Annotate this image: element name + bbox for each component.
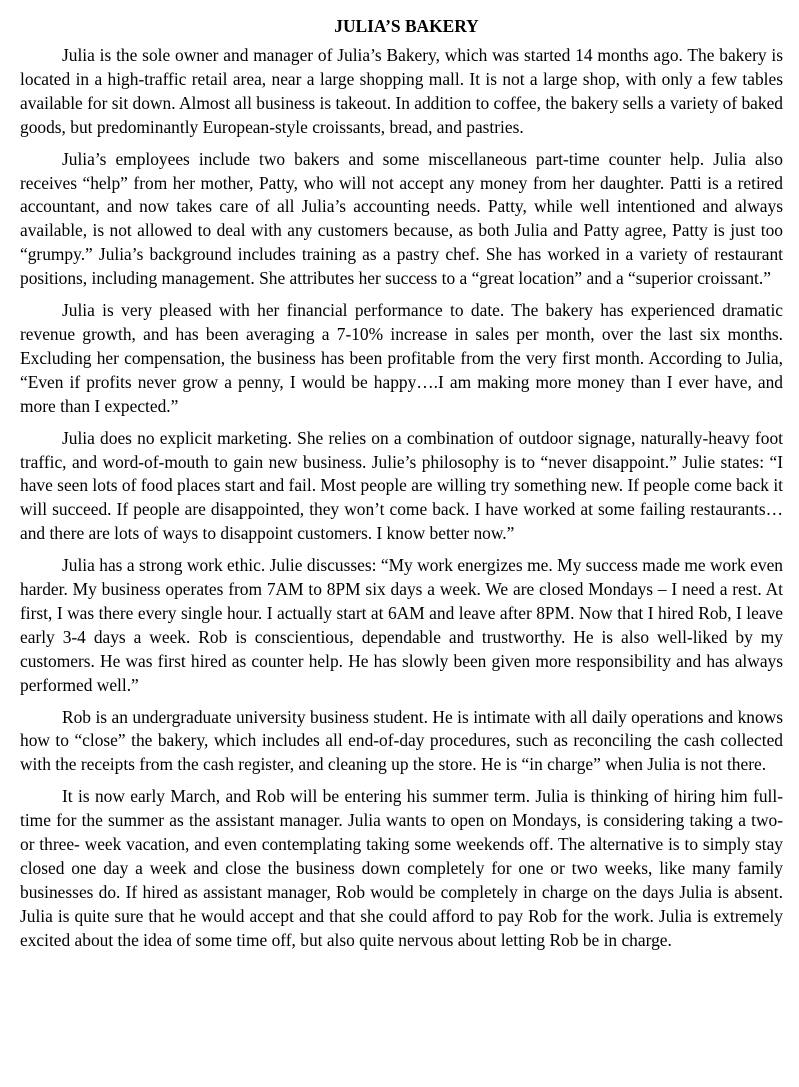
paragraph-decision: It is now early March, and Rob will be entering his summer term. Julia is thinking of hiring him full-time for the summer as the assistant manager. Julia wants to open on Mondays, is considering taking a two- or three- week vacation, and even contemplating taking some weekends off. The alternative is to simply stay closed one day a week and close the business down completely for one or two weeks, like many family businesses do. If hired as assistant manager, Rob would be completely in charge on the days Julia is absent. Julia is quite sure that he would accept and that she could afford to pay Rob for the work. Julia is extremely excited about the idea of some time off, but also quite nervous about letting Rob be in charge.	[20, 786, 783, 950]
paragraph-marketing: Julia does no explicit marketing. She relies on a combination of outdoor signage, naturally-heavy foot traffic, and word-of-mouth to gain new business. Julie’s philosophy is to “never disappoint.” Julie states: “I have seen lots of food places start and fail. Most people are willing try something new. If people come back it will succeed. If people are disappointed, they won’t come back. I have worked at some failing restaurants… and there are lots of ways to disappoint customers. I know better now.”	[20, 427, 783, 544]
paragraph-rob: Rob is an undergraduate university business student. He is intimate with all daily operations and knows how to “close” the bakery, which includes all end-of-day procedures, such as reconciling the cash collected with the receipts from the cash register, and cleaning up the store. He is “in charge” when Julia is not there.	[20, 706, 783, 775]
paragraph-financial-performance: Julia is very pleased with her financial performance to date. The bakery has experienced dramatic revenue growth, and has been averaging a 7-10% increase in sales per month, over the last six months. Excluding her compensation, the business has been profitable from the very first month. According to Julia, “Even if profits never grow a penny, I would be happy….I am making more money than I ever have, and more than I expected.”	[20, 300, 783, 416]
document-title: JULIA’S BAKERY	[334, 16, 479, 36]
paragraph-work-ethic: Julia has a strong work ethic. Julie discusses: “My work energizes me. My success made me work even harder. My business operates from 7AM to 8PM six days a week. We are closed Mondays – I need a rest. At first, I was there every single hour. I actually start at 6AM and leave after 8PM. Now that I hired Rob, I leave early 3-4 days a week. Rob is conscientious, dependable and trustworthy. He is also well-liked by my customers. He was first hired as counter help. He has slowly been given more responsibility and has always performed well.”	[20, 555, 783, 695]
document-page	[20, 15, 783, 961]
paragraph-employees: Julia’s employees include two bakers and some miscellaneous part-time counter help. Julia also receives “help” from her mother, Patty, who will not accept any money from her daughter. Patti is a retired accountant, and now takes care of all Julia’s accounting needs. Patty, while well intentioned and always available, is not allowed to deal with any customers because, as both Julia and Patty agree, Patty is just too “grumpy.” Julia’s background includes training as a pastry chef. She has worked in a variety of restaurant positions, including management. She attributes her success to a “great location” and a “superior croissant.”	[20, 148, 783, 289]
paragraph-intro: Julia is the sole owner and manager of Julia’s Bakery, which was started 14 months ago. The bakery is located in a high-traffic retail area, near a large shopping mall. It is not a large shop, with only a few tables available for sit down. Almost all business is takeout. In addition to coffee, the bakery sells a variety of baked goods, but predominantly European-style croissants, bread, and pastries.	[20, 45, 783, 137]
